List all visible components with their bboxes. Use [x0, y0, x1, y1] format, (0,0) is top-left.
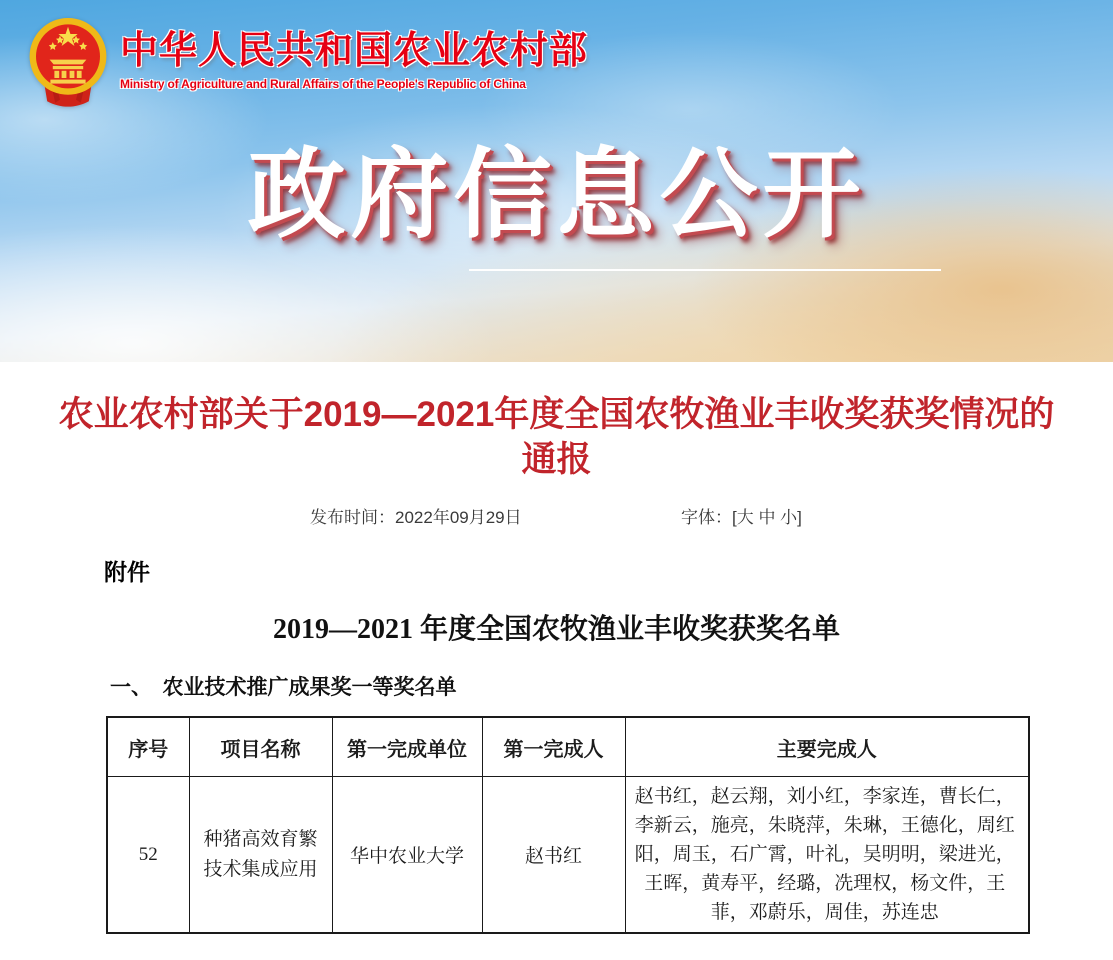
- col-header-first-person: 第一完成人: [482, 717, 625, 777]
- col-header-project: 项目名称: [189, 717, 332, 777]
- col-header-first-unit: 第一完成单位: [332, 717, 482, 777]
- cell-first-unit: 华中农业大学: [332, 777, 482, 934]
- cell-seq: 52: [107, 777, 189, 934]
- article-meta: [0, 503, 1113, 527]
- ministry-names: [120, 16, 588, 91]
- banner-title: 政府信息公开: [247, 139, 866, 249]
- article-title: 农业农村部关于2019—2021年度全国农牧渔业丰收奖获奖情况的通报: [58, 395, 1055, 479]
- award-table: [106, 716, 1030, 934]
- national-emblem-icon: [28, 16, 108, 108]
- attachment-label: 附件: [104, 559, 150, 585]
- col-header-main-people: 主要完成人: [625, 717, 1029, 777]
- table-row: [107, 777, 1029, 934]
- col-header-seq: 序号: [107, 717, 189, 777]
- cell-first-person: 赵书红: [482, 777, 625, 934]
- font-size-control: [681, 503, 802, 528]
- banner-underline: [469, 269, 941, 271]
- award-list-title: 2019—2021 年度全国农牧渔业丰收奖获奖名单: [272, 614, 840, 645]
- publish-time: [310, 503, 522, 528]
- publish-time-value: 2022年09月29日: [395, 508, 522, 527]
- cell-main-people: 赵书红，赵云翔，刘小红，李家连，曹长仁，李新云，施亮，朱晓萍，朱琳，王德化，周红阳，周玉，石广霄，叶礼，吴明明，梁进光，王晖，黄寿平，经璐，冼理权，杨文件，王菲，邓蔚乐，周佳，苏连忠: [625, 777, 1029, 934]
- table-header-row: [107, 717, 1029, 777]
- font-size-options[interactable]: [大 中 小]: [732, 508, 802, 527]
- font-size-label: 字体：: [681, 508, 732, 527]
- ministry-name-en: Ministry of Agriculture and Rural Affairs of the People's Republic of China: [120, 77, 526, 91]
- publish-time-label: 发布时间：: [310, 508, 395, 527]
- site-banner: [0, 0, 1113, 362]
- ministry-name-zh: 中华人民共和国农业农村部: [120, 30, 589, 72]
- ministry-home-link[interactable]: [28, 16, 588, 108]
- section-heading: 一、 农业技术推广成果奖一等奖名单: [110, 676, 457, 699]
- cell-project: 种猪高效育繁技术集成应用: [189, 777, 332, 934]
